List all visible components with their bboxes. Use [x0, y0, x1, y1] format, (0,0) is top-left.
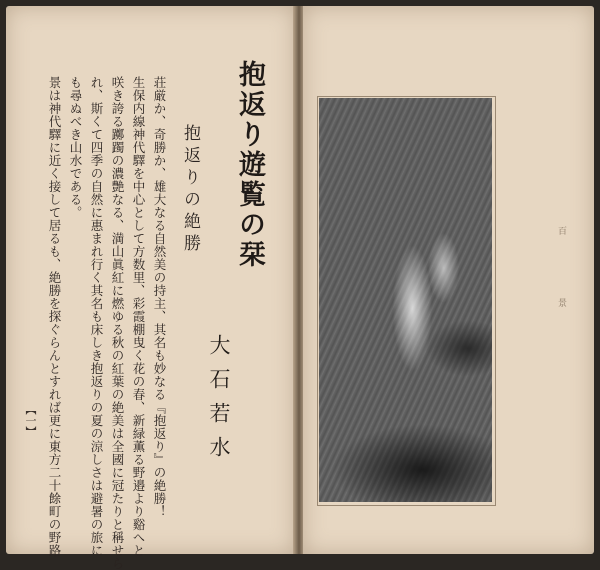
page-title: 抱返り遊覧の栞 — [234, 60, 265, 270]
page-number: 【一】 — [24, 404, 37, 437]
body-column-6: 景は神代驛に近く接して居るも、絶勝を探ぐらんとすれば更に東方二十餘町の野路 — [47, 76, 62, 557]
body-column-3: 咲き誇る躑躅の濃艶なる、満山眞紅に燃ゆる秋の紅葉の絶美は全國に冠たりと稱せら — [110, 76, 125, 570]
right-page — [303, 6, 594, 554]
gorge-photograph — [319, 98, 492, 502]
side-mark-1: 百 — [556, 226, 566, 235]
left-page — [6, 6, 295, 570]
body-column-5: も尋ぬべき山水である。 — [68, 76, 83, 219]
side-mark-2: 景 — [556, 298, 566, 307]
body-column-1: 荘厳か、奇勝か、雄大なる自然美の持主、其名も妙なる『抱返り』の絶勝！ — [152, 76, 167, 518]
author-name: 大石若水 — [207, 334, 231, 470]
body-column-4: れ、斯くて四季の自然に惠まれ行く其名も床しき抱返りの夏の涼しさは避暑の旅に — [89, 76, 104, 557]
section-subtitle: 抱返りの絶勝 — [180, 124, 200, 256]
body-column-2: 生保内線神代驛を中心として方数里、彩霞棚曳く花の春、新緑薫る野邉より谿へと — [131, 76, 146, 557]
